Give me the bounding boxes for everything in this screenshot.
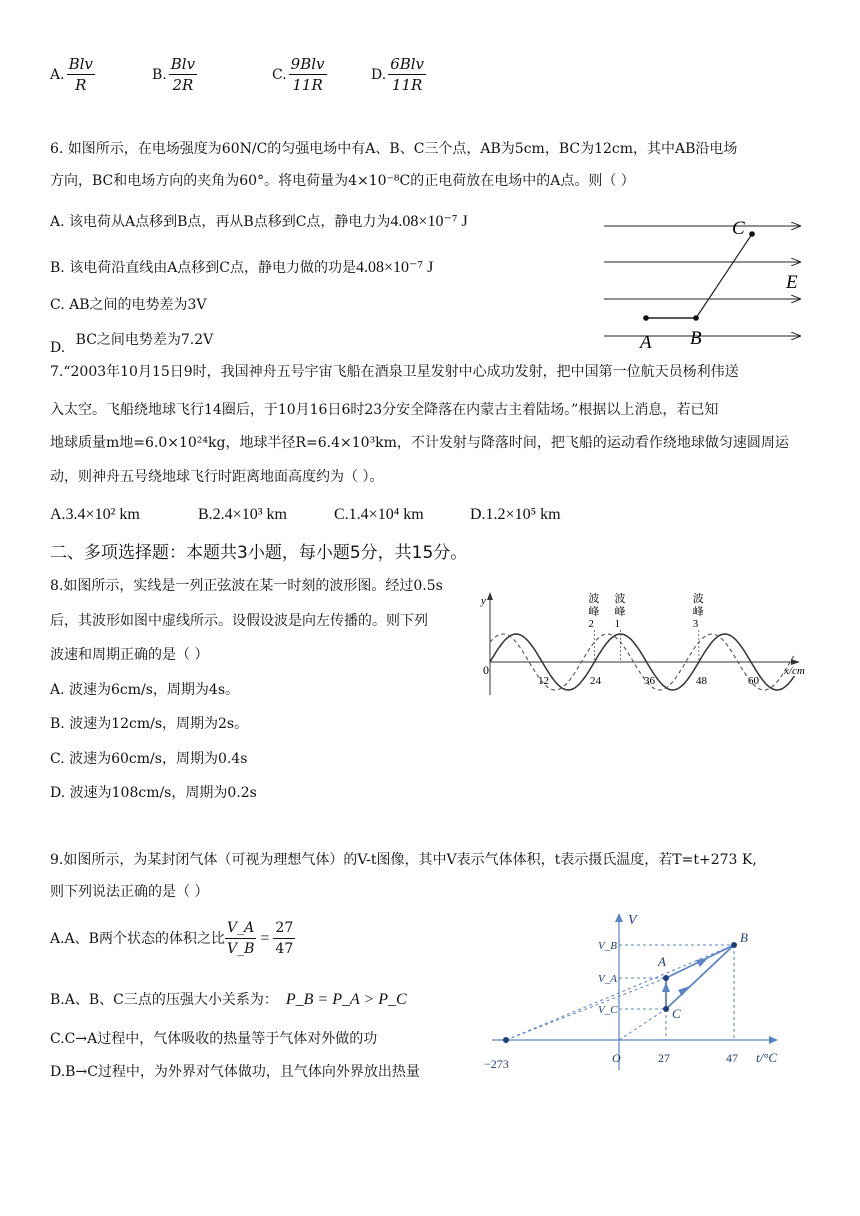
q9-stem-line1: 9.如图所示，为某封闭气体（可视为理想气体）的V-t图像，其中V表示气体体积，t表示摄氏温度，若T=t+273 K, xyxy=(50,852,757,868)
q9-stem-line2: 则下列说法正确的是（ ） xyxy=(50,884,209,900)
math-expr: P_B = P_A > P_C xyxy=(285,991,407,1008)
option-label: B. xyxy=(152,66,167,83)
fraction: $\frac{\text{6Blv}}{11R}$ xyxy=(390,55,425,94)
q8-wave-graph xyxy=(478,590,808,702)
q6-stem-line2: 方向，BC和电场方向的夹角为60°。将电荷量为4×10⁻⁸C的正电荷放在电场中的A点。则（ ） xyxy=(50,173,635,189)
q7-stem-line2: 入太空。飞船绕地球飞行14圈后，于10月16日6时23分安全降落在内蒙古主着陆场。”根据以上消息，若已知 xyxy=(50,402,719,418)
q8-option-c[interactable]: C. 波速为60cm/s，周期为0.4s xyxy=(50,751,248,767)
q7-option-d[interactable]: D.1.2×10⁵ km xyxy=(470,506,561,523)
q8-stem-line1: 8.如图所示，实线是一列正弦波在某一时刻的波形图。经过0.5s xyxy=(50,578,443,594)
va-label: V_A xyxy=(598,973,617,985)
q6-option-d[interactable]: D. BC之间电势差为7.2V xyxy=(50,332,214,356)
peak-label: 3 xyxy=(692,618,699,630)
point-b xyxy=(731,942,737,948)
math-expr: 4.08×10⁻⁷ J xyxy=(390,213,468,230)
peak-label: 波 xyxy=(614,593,626,605)
label-b: B xyxy=(740,930,748,945)
q8-stem-line3: 波速和周期正确的是（ ） xyxy=(50,647,209,663)
q8-option-b[interactable]: B. 波速为12cm/s，周期为2s。 xyxy=(50,716,249,732)
label-a: A xyxy=(640,332,652,352)
tick-12: 12 xyxy=(538,675,549,687)
dashed-ref-b xyxy=(506,945,734,1040)
tick-48: 48 xyxy=(696,675,707,687)
fraction: $\frac{V\_A}{V\_B}$ xyxy=(226,920,255,957)
q9-option-c[interactable]: C.C→A过程中，气体吸收的热量等于气体对外做的功 xyxy=(50,1031,378,1047)
q6-option-a[interactable]: A. 该电荷从A点移到B点，再从B点移到C点，静电力为4.08×10⁻⁷ J xyxy=(50,213,468,230)
segment-bc xyxy=(696,234,752,318)
option-label: D. xyxy=(371,66,387,83)
peak-label: 2 xyxy=(588,618,594,630)
t-neg-label: −273 xyxy=(484,1057,509,1071)
q6-stem-line1: 6. 如图所示，在电场强度为60N/C的匀强电场中有A、B、C三个点，AB为5cm，BC为12cm，其中AB沿电场 xyxy=(50,141,738,157)
peak-label: 波 xyxy=(588,593,600,605)
q8-option-d[interactable]: D. 波速为108cm/s，周期为0.2s xyxy=(50,785,257,801)
vb-label: V_B xyxy=(598,940,617,952)
q7-option-c[interactable]: C.1.4×10⁴ km xyxy=(334,506,424,523)
label-a: A xyxy=(658,954,666,969)
fraction: $\frac{\text{Blv}}{R}$ xyxy=(68,55,93,94)
dashed-ref-a xyxy=(506,978,666,1040)
peak-labels xyxy=(588,591,703,630)
q5-option-a[interactable] xyxy=(50,54,95,95)
q7-stem-line3: 地球质量m地=6.0×10²⁴kg，地球半径R=6.4×10³km，不计发射与降落时间，把飞船的运动看作绕地球做匀速圆周运 xyxy=(50,435,789,451)
q5-option-b[interactable] xyxy=(152,54,197,95)
peak-label: 峰 xyxy=(588,606,600,618)
label-e: E xyxy=(786,272,798,293)
label-c: C xyxy=(672,1006,681,1021)
q8-stem-line2: 后，其波形如图中虚线所示。设假设波是向左传播的。则下列 xyxy=(50,613,428,629)
peak-label: 波 xyxy=(692,593,704,605)
q7-option-b[interactable]: B.2.4×10³ km xyxy=(198,506,287,523)
x-axis-label: x/cm xyxy=(784,665,805,677)
q9-vt-graph xyxy=(478,910,798,1080)
point-c xyxy=(749,231,755,237)
q6-field-diagram xyxy=(600,212,810,352)
fraction: $\frac{27}{47}$ xyxy=(275,920,294,957)
point-neg273 xyxy=(503,1037,509,1043)
q9-option-a[interactable]: A.A、B两个状态的体积之比 $\frac{V\_A}{V\_B}$ = $\frac{27}{47}$ xyxy=(50,920,294,957)
path-bc xyxy=(666,945,734,1009)
q9-option-b[interactable]: B.A、B、C三点的压强大小关系为： P_B = P_A > P_C xyxy=(50,991,407,1008)
section-heading: 二、多项选择题：本题共3小题，每小题5分，共15分。 xyxy=(50,543,468,563)
label-b: B xyxy=(690,328,702,349)
option-label: C. xyxy=(272,66,287,83)
point-a xyxy=(663,975,669,981)
t47-label: 47 xyxy=(726,1051,738,1065)
tick-60: 60 xyxy=(748,675,759,687)
q7-stem-line1: 7.“2003年10月15日9时，我国神舟五号宇宙飞船在酒泉卫星发射中心成功发射，把中国第一位航天员杨利伟送 xyxy=(50,364,739,380)
q5-option-c[interactable] xyxy=(272,54,327,95)
q7-option-a[interactable]: A.3.4×10² km xyxy=(50,506,140,523)
vc-label: V_C xyxy=(598,1004,618,1016)
v-axis-label: V xyxy=(628,913,637,928)
peak-label: 峰 xyxy=(614,606,626,618)
q7-stem-line4: 动，则神舟五号绕地球飞行时距离地面高度约为（ ）。 xyxy=(50,469,384,485)
q6-option-b[interactable]: B. 该电荷沿直线由A点移到C点，静电力做的功是4.08×10⁻⁷ J xyxy=(50,259,434,276)
origin-label: O xyxy=(612,1051,621,1065)
tick-36: 36 xyxy=(644,675,655,687)
peak-label: 峰 xyxy=(692,606,704,618)
y-axis-label: y xyxy=(481,595,486,607)
t27-label: 27 xyxy=(658,1051,670,1065)
math-expr: 4.08×10⁻⁷ J xyxy=(356,259,434,276)
option-label: A. xyxy=(50,66,65,83)
origin-label: 0 xyxy=(483,663,489,677)
fraction: $\frac{\text{9Blv}}{11R}$ xyxy=(290,55,325,94)
fraction: $\frac{\text{Blv}}{2R}$ xyxy=(170,55,196,94)
q9-option-d[interactable]: D.B→C过程中，为外界对气体做功，且气体向外界放出热量 xyxy=(50,1064,420,1080)
q8-option-a[interactable]: A. 波速为6cm/s，周期为4s。 xyxy=(50,682,240,698)
point-c xyxy=(663,1006,669,1012)
q5-option-d[interactable] xyxy=(371,54,426,95)
t-axis-label: t/°C xyxy=(756,1050,778,1065)
dashed-ref-c xyxy=(619,1009,666,1040)
label-c: C xyxy=(732,218,745,239)
point-b xyxy=(693,315,699,321)
tick-24: 24 xyxy=(590,675,601,687)
peak-label: 1 xyxy=(614,618,620,630)
q6-option-c[interactable]: C. AB之间的电势差为3V xyxy=(50,297,207,313)
point-a xyxy=(643,315,649,321)
